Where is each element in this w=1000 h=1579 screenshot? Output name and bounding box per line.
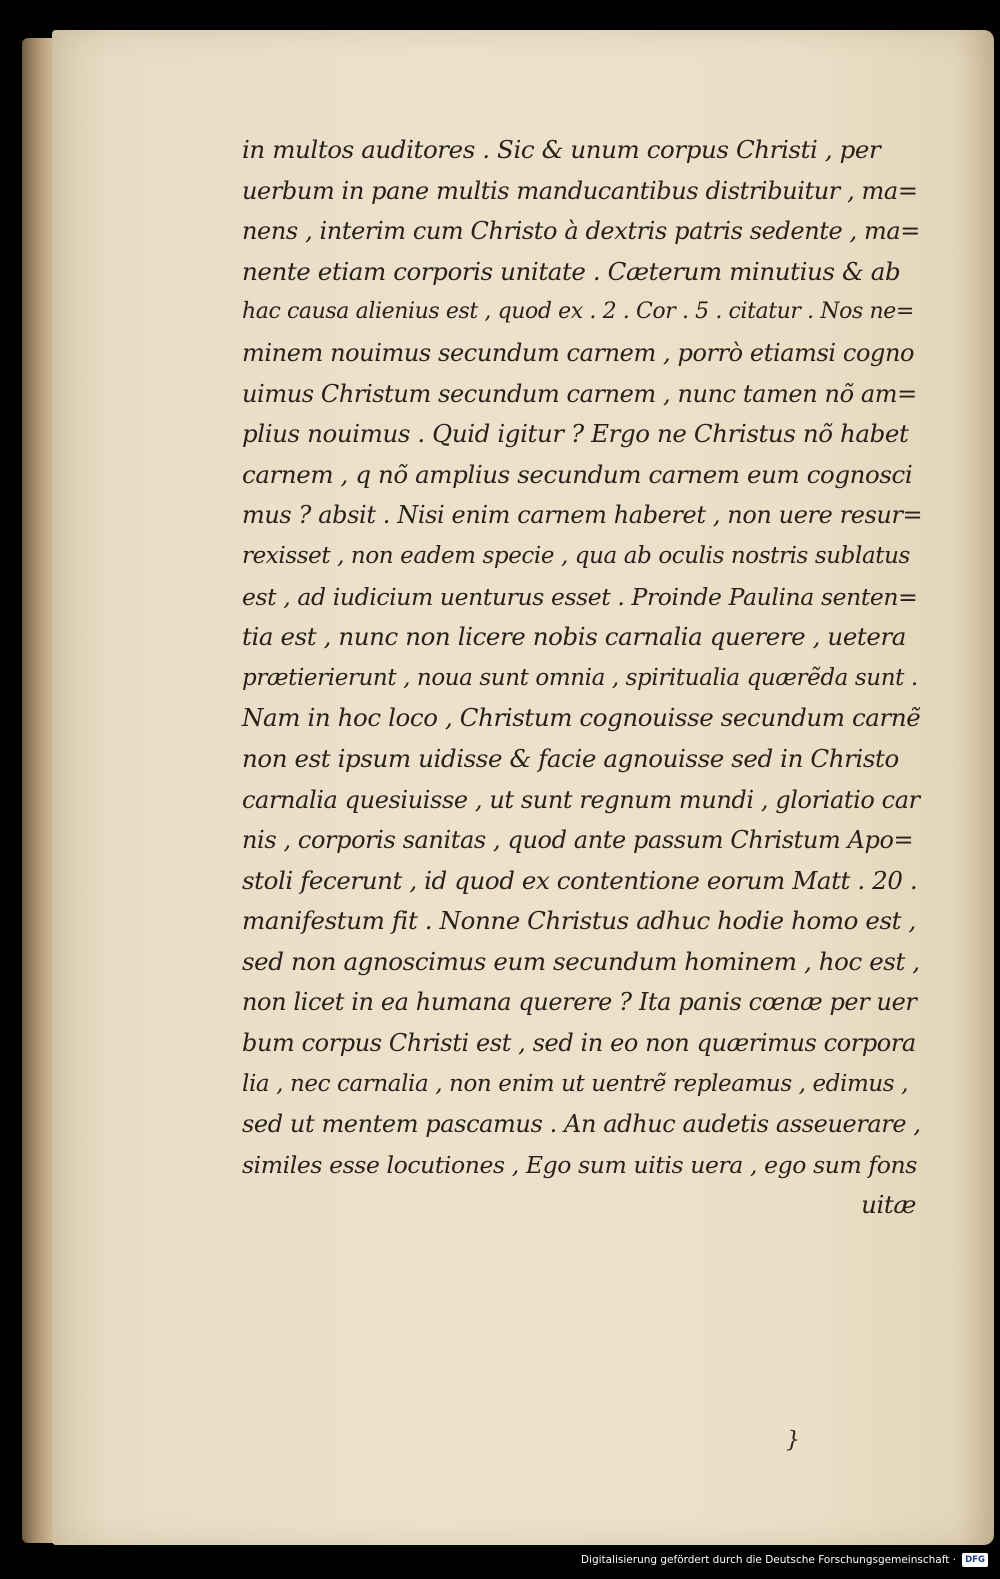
text-line: mus ? absit . Nisi enim carnem haberet , non uere resur= xyxy=(242,501,923,530)
funding-credit: Digitalisierung gefördert durch die Deutsche Forschungsgemeinschaft · xyxy=(580,1554,956,1566)
text-line: uimus Christum secundum carnem , nunc tamen nõ am= xyxy=(242,379,917,408)
text-line: plius nouimus . Quid igitur ? Ergo ne Christus nõ habet xyxy=(242,419,909,449)
text-line: nens , interim cum Christo à dextris patris sedente , ma= xyxy=(242,217,920,246)
text-line: non licet in ea humana querere ? Ita panis cœnæ per uer xyxy=(242,988,917,1017)
text-line: similes esse locutiones , Ego sum uitis uera , ego sum fons xyxy=(242,1150,917,1179)
text-line: hac causa alienius est , quod ex . 2 . Cor . 5 . citatur . Nos ne= xyxy=(242,299,914,325)
text-line: stoli fecerunt , id quod ex contentione eorum Matt . 20 . xyxy=(242,865,918,895)
text-line: nis , corporis sanitas , quod ante passum Christum Apo= xyxy=(242,826,914,855)
text-line: bum corpus Christi est , sed in eo non quærimus corpora xyxy=(242,1029,916,1058)
text-line: est , ad iudicium uenturus esset . Proinde Paulina senten= xyxy=(242,582,918,611)
text-line: nente etiam corporis unitate . Cæterum minutius & ab xyxy=(242,256,901,286)
text-line: carnalia quesiuisse , ut sunt regnum mundi , gloriatio car xyxy=(242,785,920,814)
catchword: uitæ xyxy=(861,1190,916,1220)
page-text-block xyxy=(242,130,922,1226)
text-line: rexisset , non eadem specie , qua ab oculis nostris sublatus xyxy=(242,542,910,569)
text-line: non est ipsum uidisse & facie agnouisse sed in Christo xyxy=(242,743,899,773)
text-line: Nam in hoc loco , Christum cognouisse secundum carnẽ xyxy=(242,703,921,733)
text-line: tia est , nunc non licere nobis carnalia querere , uetera xyxy=(242,622,906,652)
text-line: prætierierunt , noua sunt omnia , spiritualia quærẽda sunt . xyxy=(242,664,918,691)
text-line: in multos auditores . Sic & unum corpus Christi , per xyxy=(242,135,881,164)
text-line: uerbum in pane multis manducantibus distribuitur , ma= xyxy=(242,176,918,205)
signature-mark: } xyxy=(786,1428,800,1453)
text-line: carnem , q nõ amplius secundum carnem eum cognosci xyxy=(242,459,913,489)
text-line: minem nouimus secundum carnem , porrò etiamsi cogno xyxy=(242,338,915,367)
text-line: sed non agnoscimus eum secundum hominem , hoc est , xyxy=(242,946,920,976)
text-line: lia , nec carnalia , non enim ut uentrẽ repleamus , edimus , xyxy=(242,1070,909,1097)
dfg-logo: DFG xyxy=(962,1553,988,1567)
text-line: sed ut mentem pascamus . An adhuc audetis asseuerare , xyxy=(242,1110,921,1139)
text-line: manifestum fit . Nonne Christus adhuc hodie homo est , xyxy=(242,906,916,936)
